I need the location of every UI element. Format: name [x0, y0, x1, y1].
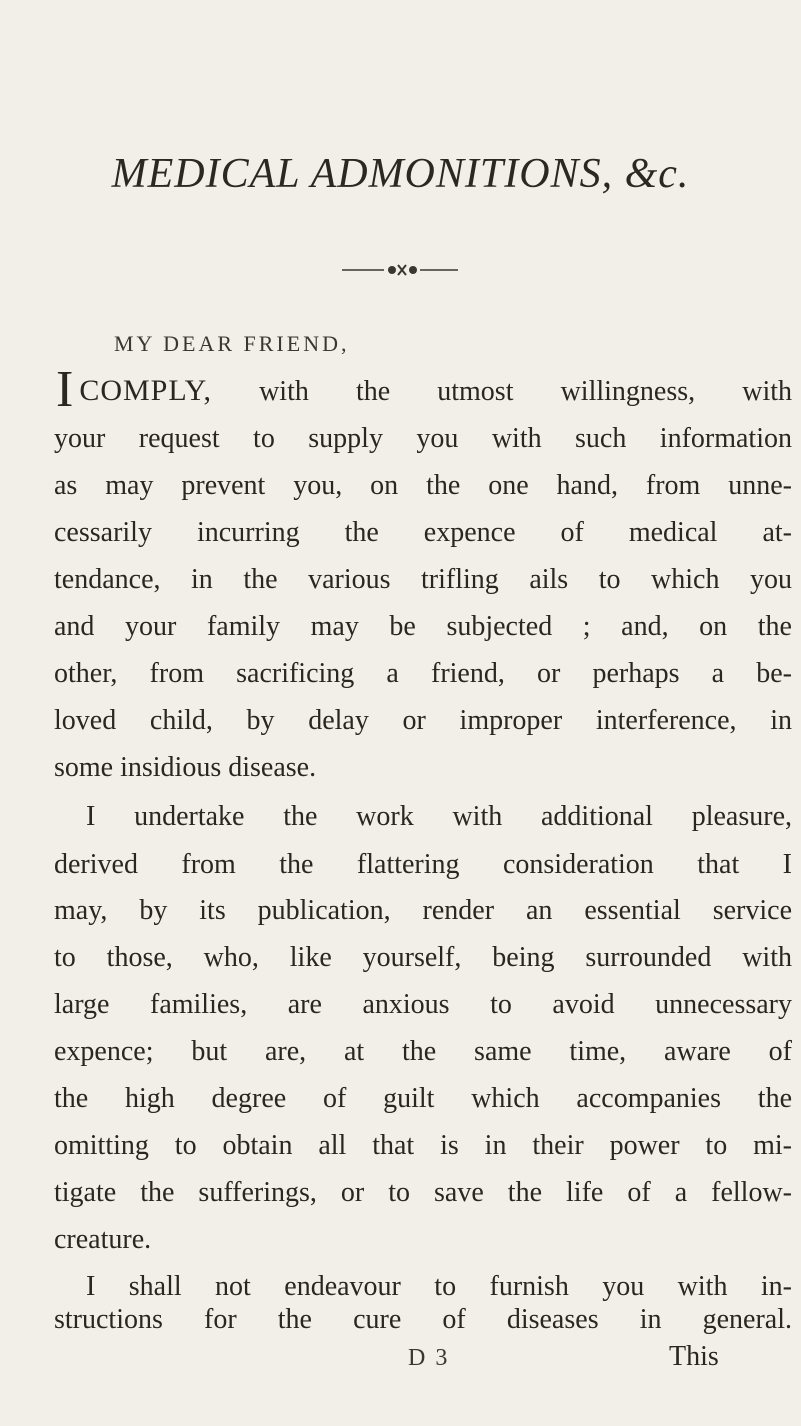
paragraph-line: loved child, by delay or improper interference, in [54, 705, 792, 736]
paragraph-line: I undertake the work with additional pleasure, [86, 801, 792, 832]
paragraph-line: and your family may be subjected ; and, on the [54, 611, 792, 642]
paragraph-line: as may prevent you, on the one hand, from unne- [54, 470, 792, 501]
paragraph-line: omitting to obtain all that is in their power to mi- [54, 1130, 792, 1161]
page-title: MEDICAL ADMONITIONS, &c. [111, 151, 690, 197]
salutation: MY DEAR FRIEND, [114, 331, 350, 356]
paragraph-line: I shall not endeavour to furnish you with in- [86, 1271, 792, 1302]
paragraph-line: may, by its publication, render an essential service [54, 895, 792, 926]
paragraph-line [56, 361, 792, 418]
paragraph-line: tigate the sufferings, or to save the life of a fellow- [54, 1177, 792, 1208]
decorative-rule-icon [340, 262, 460, 278]
drop-cap: I [56, 361, 74, 418]
paragraph-line: some insidious disease. [54, 752, 317, 783]
paragraph-line: to those, who, like yourself, being surrounded with [54, 942, 792, 973]
catchword: This [669, 1341, 719, 1372]
paragraph-line: other, from sacrificing a friend, or perhaps a be- [54, 658, 792, 689]
line-text: with the utmost willingness, with [259, 376, 792, 407]
signature-mark: D 3 [408, 1345, 450, 1371]
paragraph-line: the high degree of guilt which accompanies the [54, 1083, 792, 1114]
paragraph-line: derived from the flattering consideration that I [54, 849, 792, 880]
paragraph-line: cessarily incurring the expence of medical at- [54, 517, 792, 548]
paragraph-line: expence; but are, at the same time, aware of [54, 1036, 792, 1067]
paragraph-line: your request to supply you with such information [54, 423, 792, 454]
paragraph-line: tendance, in the various trifling ails to which you [54, 564, 792, 595]
paragraph-line: structions for the cure of diseases in general. [54, 1304, 792, 1335]
paragraph-line: large families, are anxious to avoid unnecessary [54, 989, 792, 1020]
paragraph-line: creature. [54, 1224, 152, 1255]
opening-word: COMPLY, [79, 374, 212, 407]
